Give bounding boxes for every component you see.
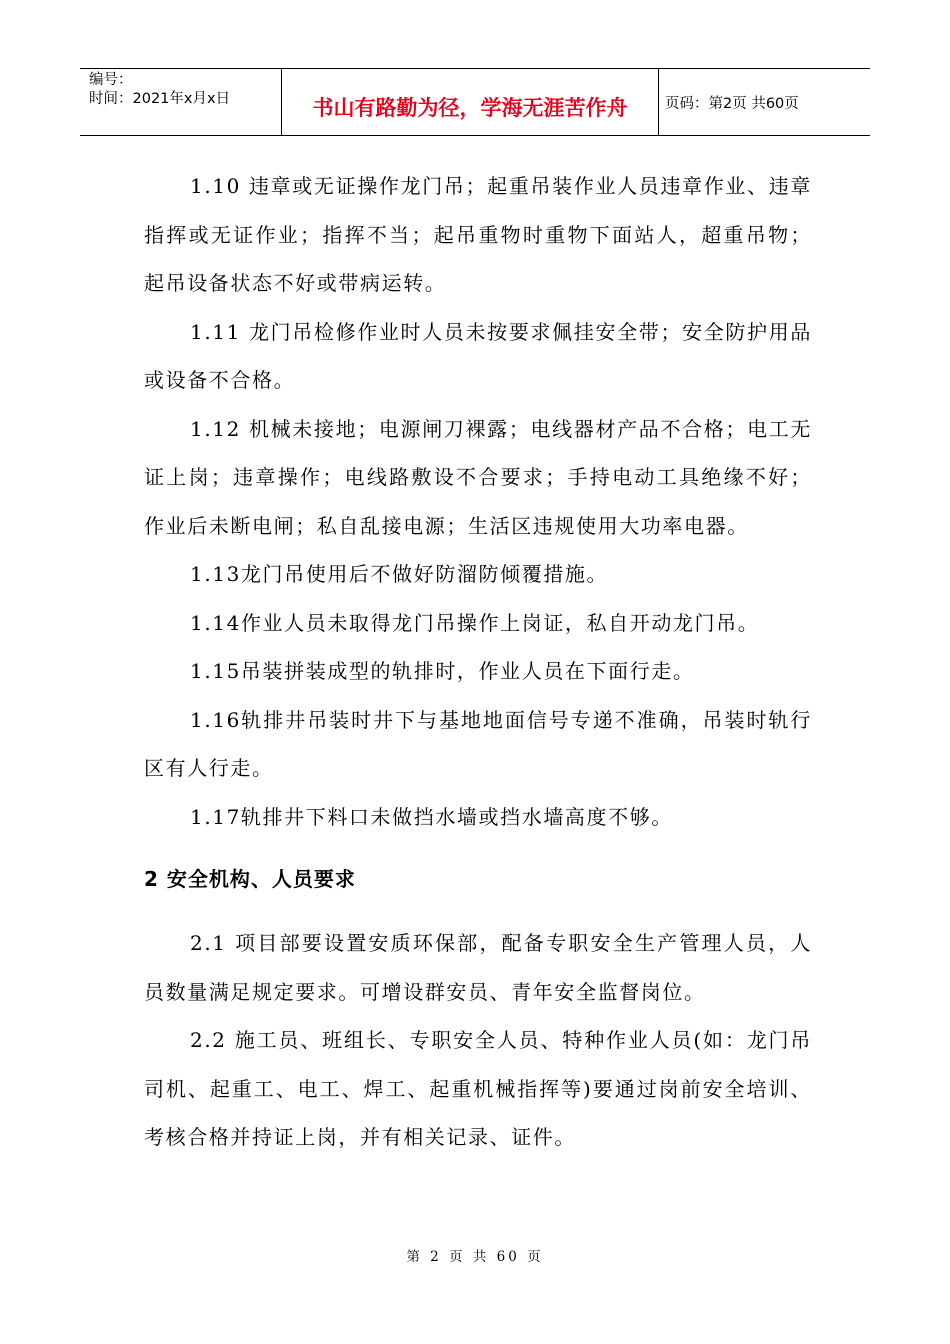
document-number-label: 编号： <box>89 72 133 88</box>
header-motto: 书山有路勤为径，学海无涯苦作舟 <box>282 69 659 135</box>
paragraph-2-2: 2.2 施工员、班组长、专职安全人员、特种作业人员(如：龙门吊司机、起重工、电工、焊工、起重机械指挥等)要通过岗前安全培训、考核合格并持证上岗，并有相关记录、证件。 <box>144 1028 812 1149</box>
paragraph-1-14: 1.14作业人员未取得龙门吊操作上岗证，私自开动龙门吊。 <box>190 610 760 635</box>
header-page-label: 页码：第2页 共60页 <box>665 96 799 112</box>
document-time-label: 时间：2021年x月x日 <box>89 91 231 107</box>
page-header <box>80 68 870 136</box>
document-body <box>144 162 812 1162</box>
paragraph-1-17: 1.17轨排井下料口未做挡水墙或挡水墙高度不够。 <box>190 804 673 829</box>
paragraph-1-13: 1.13龙门吊使用后不做好防溜防倾覆措施。 <box>190 562 609 586</box>
paragraph-1-11: 1.11 龙门吊检修作业时人员未按要求佩挂安全带；安全防护用品或设备不合格。 <box>144 319 812 392</box>
paragraph-2-1: 2.1 项目部要设置安质环保部，配备专职安全生产管理人员，人员数量满足规定要求。可增设群安员、青年安全监督岗位。 <box>144 931 812 1004</box>
paragraph-1-15: 1.15吊装拼装成型的轨排时，作业人员在下面行走。 <box>190 659 695 683</box>
paragraph-1-10: 1.10 违章或无证操作龙门吊；起重吊装作业人员违章作业、违章指挥或无证作业；指挥不当；起吊重物时重物下面站人，超重吊物；起吊设备状态不好或带病运转。 <box>144 174 812 295</box>
paragraph-1-16: 1.16轨排井吊装时井下与基地地面信号专递不准确，吊装时轨行区有人行走。 <box>144 707 812 780</box>
header-meta <box>80 69 282 135</box>
paragraph-1-12: 1.12 机械未接地；电源闸刀裸露；电线器材产品不合格；电工无证上岗；违章操作；电线路敷设不合要求；手持电动工具绝缘不好；作业后未断电闸；私自乱接电源；生活区违规使用大功率电器。 <box>144 416 812 538</box>
section-heading: 2 安全机构、人员要求 <box>144 867 356 891</box>
page-footer: 第 2 页 共 60 页 <box>406 1249 544 1265</box>
